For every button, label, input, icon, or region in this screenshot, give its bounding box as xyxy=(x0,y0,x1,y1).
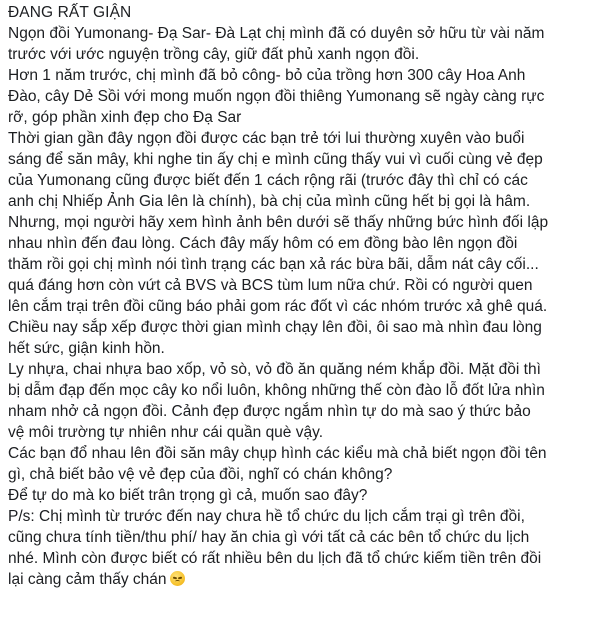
post-line: lên cắm trại trên đồi cũng báo phải gom rác đốt vì các nhóm trước xả ghê quá. xyxy=(8,298,548,315)
post-line: thăm rồi gọi chị mình nói tình trạng các bạn xả rác bừa bãi, dẫm nát cây cối... xyxy=(8,256,539,273)
post-line: P/s: Chị mình từ trước đến nay chưa hề tổ chức du lịch cắm trại gì trên đồi, xyxy=(8,508,525,525)
post-line: sáng để săn mây, khi nghe tin ấy chị e mình cũng thấy vui vì cuối cùng vẻ đẹp xyxy=(8,151,543,168)
post-line: Chiều nay sắp xếp được thời gian mình chạy lên đồi, ôi sao mà nhìn đau lòng xyxy=(8,319,542,336)
post-line: Hơn 1 năm trước, chị mình đã bỏ công- bỏ của trồng hơn 300 cây Hoa Anh xyxy=(8,67,526,84)
post-paragraphs xyxy=(8,23,592,590)
disappointed-face-icon xyxy=(170,571,185,586)
post-line: Các bạn đổ nhau lên đồi săn mây chụp hình các kiểu mà chả biết ngọn đồi tên xyxy=(8,445,547,462)
post-line: nhau nhìn đến đau lòng. Cách đây mấy hôm có em đồng bào lên ngọn đồi xyxy=(8,235,518,252)
post-line: gì, chả biết bảo vệ vẻ đẹp của đồi, nghĩ có chán không? xyxy=(8,466,393,483)
post-line: anh chị Nhiếp Ảnh Gia lên là chính), bà chị của mình cũng hết bị gọi là hâm. xyxy=(8,193,531,210)
post-line: Thời gian gần đây ngọn đồi được các bạn trẻ tới lui thường xuyên vào buổi xyxy=(8,130,525,147)
post-line: hết sức, giận kinh hồn. xyxy=(8,340,165,357)
post-line: quá đáng hơn còn vứt cả BVS và BCS tùm lum nữa chứ. Rồi có người quen xyxy=(8,277,533,294)
post-line: Nhưng, mọi người hãy xem hình ảnh bên dưới sẽ thấy những bức hình đối lập xyxy=(8,214,549,231)
post-line: nham nhở cả ngọn đồi. Cảnh đẹp được ngắm nhìn tự do mà sao ý thức bảo xyxy=(8,403,531,420)
post-line-last xyxy=(8,569,592,590)
post-line: cũng chưa tính tiền/thu phí/ hay ăn chia gì với tất cả các bên tổ chức du lịch xyxy=(8,529,530,546)
post-line: vệ môi trường tự nhiên như cái quần què vậy. xyxy=(8,424,324,441)
post-line: nhé. Mình còn được biết có rất nhiều bên du lịch đã tổ chức kiếm tiền trên đồi xyxy=(8,550,542,567)
post-line: Để tự do mà ko biết trân trọng gì cả, muốn sao đây? xyxy=(8,487,368,504)
post-line: Ly nhựa, chai nhựa bao xốp, vỏ sò, vỏ đồ ăn quăng ném khắp đồi. Mặt đồi thì xyxy=(8,361,541,378)
post-title: ĐANG RẤT GIẬN xyxy=(8,4,132,21)
post-line: rỡ, góp phần xinh đẹp cho Đạ Sar xyxy=(8,109,242,126)
post-line-text: lại càng cảm thấy chán xyxy=(8,571,167,588)
post-line: Ngọn đồi Yumonang- Đạ Sar- Đà Lạt chị mình đã có duyên sở hữu từ vài năm xyxy=(8,25,545,42)
post-line: bị dẫm đạp đến mọc cây ko nổi luôn, không những thế còn đào lỗ đốt lửa nhìn xyxy=(8,382,545,399)
post-line: Đào, cây Dẻ Sồi với mong muốn ngọn đồi thiêng Yumonang sẽ ngày càng rực xyxy=(8,88,545,105)
post-line: của Yumonang cũng được biết đến 1 cách rộng rãi (trước đây thì chỉ có các xyxy=(8,172,528,189)
post-line: trước với ước nguyện trồng cây, giữ đất phủ xanh ngọn đồi. xyxy=(8,46,420,63)
